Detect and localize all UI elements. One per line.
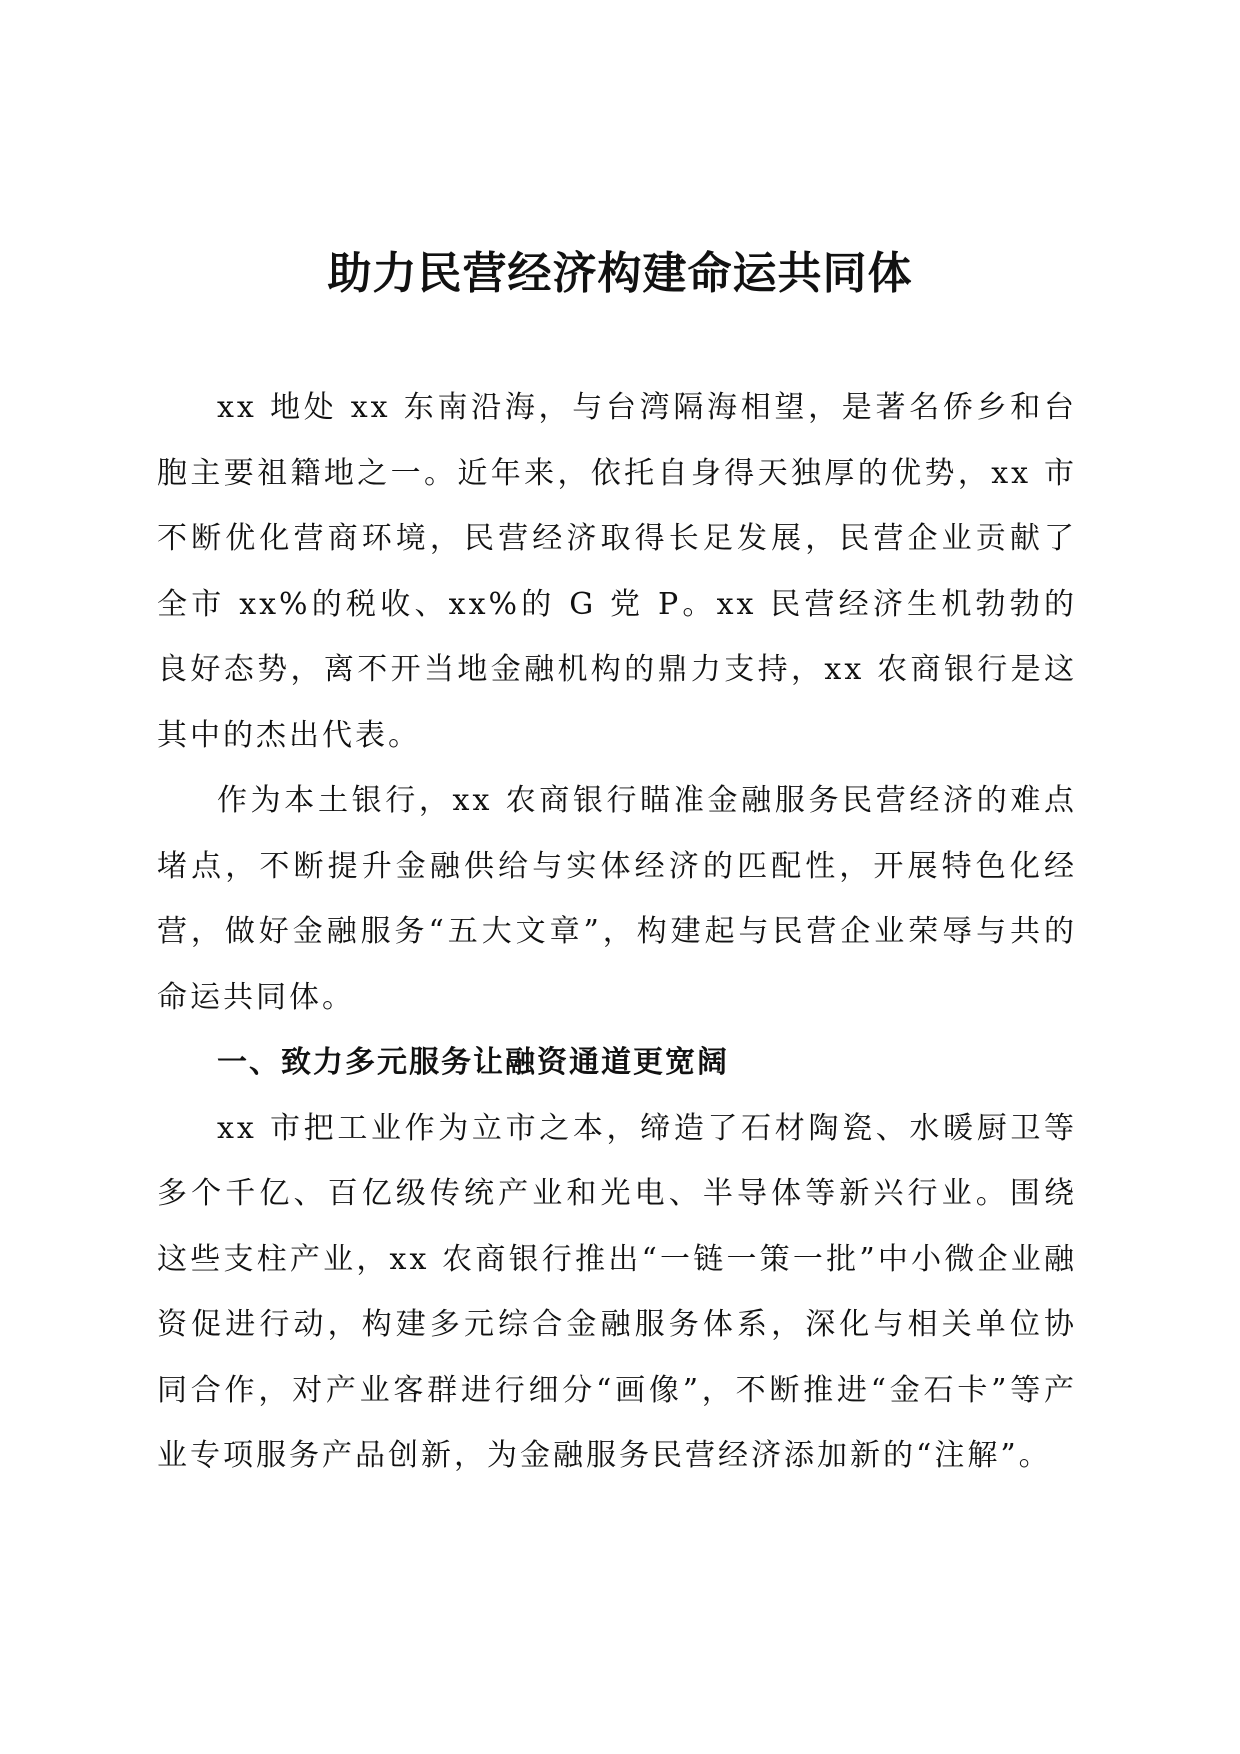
document-title: 助力民营经济构建命运共同体 xyxy=(327,248,913,299)
body-paragraph: 作为本土银行，xx 农商银行瞄准金融服务民营经济的难点堵点，不断提升金融供给与实体经济的匹配性，开展特色化经营，做好金融服务“五大文章”，构建起与民营企业荣辱与共的命运共同体。 xyxy=(157,783,1077,1015)
body-paragraph: xx 地处 xx 东南沿海，与台湾隔海相望，是著名侨乡和台胞主要祖籍地之一。近年来，依托自身得天独厚的优势，xx 市不断优化营商环境，民营经济取得长足发展，民营企业贡献了全市 xx%的税收、xx%的 G 党 P。xx 民营经济生机勃勃的良好态势，离不开当地金融机构的鼎力支持，xx 农商银行是这其中的杰出代表。 xyxy=(157,390,1077,753)
body-paragraph: xx 市把工业作为立市之本，缔造了石材陶瓷、水暖厨卫等多个千亿、百亿级传统产业和光电、半导体等新兴行业。围绕这些支柱产业，xx 农商银行推出“一链一策一批”中小微企业融资促进行动，构建多元综合金融服务体系，深化与相关单位协同合作，对产业客群进行细分“画像”，不断推进“金石卡”等产业专项服务产品创新，为金融服务民营经济添加新的“注解”。 xyxy=(157,1110,1077,1473)
document-body xyxy=(157,375,1077,1489)
section-heading: 一、致力多元服务让融资通道更宽阔 xyxy=(217,1045,729,1080)
